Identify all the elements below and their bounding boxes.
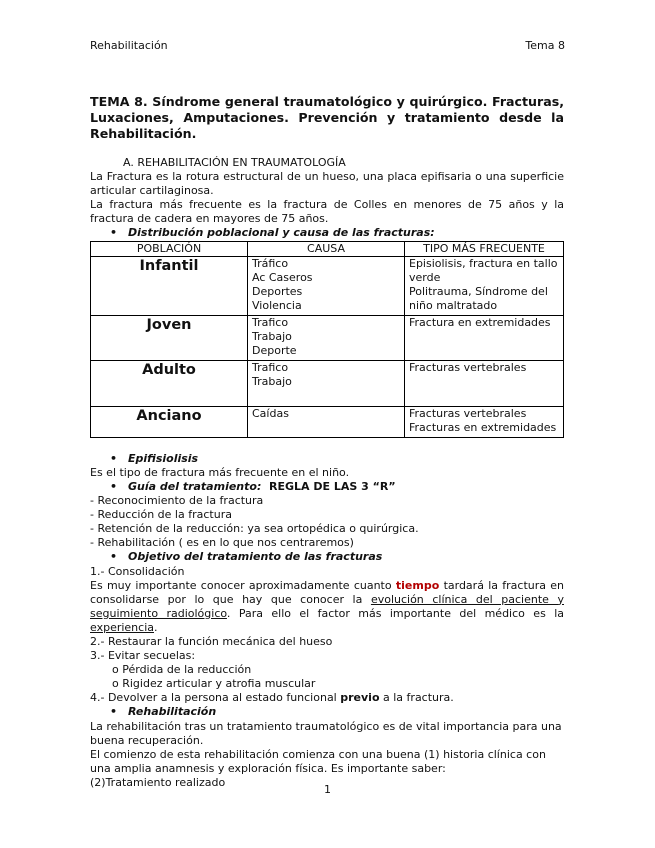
cell-poblacion: Adulto [91,361,248,406]
rehab-paragraph-2: El comienzo de esta rehabilitación comienza con una buena (1) historia clínica con una amplia anamnesis y exploración física. Es importante saber: [90,747,546,775]
list-item: - Retención de la reducción: ya sea ortopédica o quirúrgica. [90,522,419,536]
sub-list-item: o Rigidez articular y atrofia muscular [112,677,316,691]
table-row [91,406,564,437]
bullet-guia: • Guía del tratamiento: REGLA DE LAS 3 “R” [110,479,396,493]
cell-tipo: Fracturas vertebrales [405,361,564,406]
bullet-icon: • [110,550,118,564]
table-row [91,361,564,406]
intro-paragraph-1: La Fractura es la rotura estructural de un hueso, una placa epifisaria o una superficie articular cartilaginosa. [90,170,564,198]
cell-causa: Tráfico Ac Caseros Deportes Violencia [248,256,405,315]
intro-paragraph-2: La fractura más frecuente es la fractura de Colles en menores de 75 años y la fractura de cadera en mayores de 75 años. [90,198,564,226]
bullet-epifisiolisis: • Epifisiolisis [110,451,199,465]
bullet-distribucion: • Distribución poblacional y causa de las fracturas: [110,226,435,240]
col-header-poblacion: POBLACIÓN [91,241,248,256]
cell-poblacion: Joven [91,316,248,361]
table-row [91,316,564,361]
cell-causa: Trafico Trabajo [248,361,405,406]
page-number: 1 [324,783,331,796]
header-left: Rehabilitación [90,39,168,52]
document-body [90,94,564,790]
cell-causa: Trafico Trabajo Deporte [248,316,405,361]
cell-tipo: Episiolisis, fractura en tallo verde Politrauma, Síndrome del niño maltratado [405,256,564,315]
cell-poblacion: Anciano [91,406,248,437]
distribution-table [90,241,564,438]
epifisiolisis-text: Es el tipo de fractura más frecuente en el niño. [90,465,350,479]
list-item: 2.- Restaurar la función mecánica del hueso [90,635,333,648]
list-item: - Reconocimiento de la fractura [90,494,264,508]
rehab-paragraph-3: (2)Tratamiento realizado [90,775,226,789]
consolidacion-paragraph: Es muy importante conocer aproximadamente cuanto tiempo tardará la fractura en consolidarse por lo que hay que conocer la evolución clínica del paciente y seguimiento radiológico. Para ello el factor más importante del médico es la experiencia. [90,578,565,634]
cell-tipo: Fractura en extremidades [405,316,564,361]
bullet-icon: • [110,226,118,240]
list-item: - Rehabilitación ( es en lo que nos centraremos) [90,536,354,550]
bullet-objetivo: • Objetivo del tratamiento de las fracturas [110,550,383,564]
bullet-icon: • [110,451,118,465]
bullet-icon: • [110,705,118,719]
regla-label: REGLA DE LAS 3 “R” [269,479,396,493]
table-header-row [91,241,564,256]
rehab-paragraph-1: La rehabilitación tras un tratamiento traumatológico es de vital importancia para una buena recuperación. [90,719,562,747]
sub-list-item: o Pérdida de la reducción [112,663,252,677]
list-item: 1.- Consolidación [90,564,185,578]
cell-causa: Caídas [248,406,405,437]
col-header-causa: CAUSA [248,241,405,256]
header-right: Tema 8 [525,39,565,52]
bullet-icon: • [110,479,118,493]
tiempo-highlight: tiempo [395,578,440,592]
list-item: 3.- Evitar secuelas: [90,649,196,663]
page-title: TEMA 8. Síndrome general traumatológico y quirúrgico. Fracturas, Luxaciones, Amputaciones. Prevención y tratamiento desde la Rehabilitación. [90,94,564,141]
evolucion-underline: evolución clínica del paciente y seguimiento radiológico [90,592,564,620]
bullet-rehabilitacion: • Rehabilitación [110,705,217,719]
cell-tipo: Fracturas vertebrales Fracturas en extremidades [405,406,564,437]
table-row [91,256,564,315]
list-item: - Reducción de la fractura [90,508,232,522]
list-item: 4.- Devolver a la persona al estado funcional previo a la fractura. [90,691,454,705]
experiencia-underline: experiencia [90,620,154,634]
section-heading: A. REHABILITACIÓN EN TRAUMATOLOGÍA [123,156,346,169]
col-header-tipo: TIPO MÁS FRECUENTE [405,241,564,256]
cell-poblacion: Infantil [91,256,248,315]
